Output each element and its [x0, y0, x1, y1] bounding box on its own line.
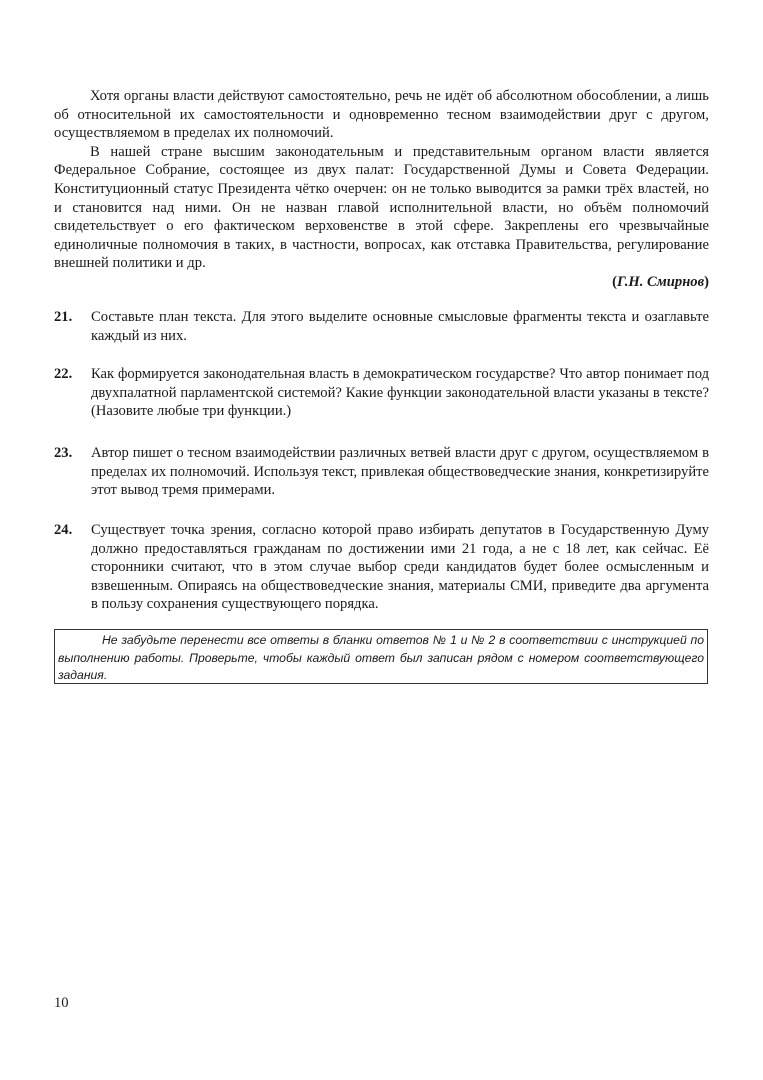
- task-number: 24.: [54, 522, 73, 538]
- attribution-close-paren: ): [704, 273, 709, 290]
- task-text: Составьте план текста. Для этого выделите основные смысловые фрагменты текста и озаглавьте каждый из них.: [91, 309, 709, 344]
- passage-paragraph: В нашей стране высшим законодательным и представительным органом власти является Федеральное Собрание, состоящее из двух палат: Государственной Думы и Совета Федерации. Конституционный статус Президента чётко очерчен: он не только выводится за рамки трёх властей, но и становится над ними. Он не назван главой исполнительной власти, но объём полномочий свидетельствует о его фактическом верховенстве в этой сфере. Закреплены его чрезвычайные единоличные полномочия в таких, в частности, вопросах, как отставка Правительства, регулирование внешней политики и др.: [54, 143, 709, 272]
- attribution-author: Г.Н. Смирнов: [617, 273, 705, 290]
- page-number: 10: [54, 995, 69, 1011]
- task-item-22: [54, 365, 709, 421]
- passage-attribution: [54, 273, 709, 292]
- reminder-text: Не забудьте перенести все ответы в бланки ответов № 1 и № 2 в соответствии с инструкцией по выполнению работы. Проверьте, чтобы каждый ответ был записан рядом с номером соответствующего задания.: [58, 633, 704, 683]
- attribution-open-paren: (: [612, 273, 618, 290]
- task-item-21: [54, 308, 709, 345]
- task-number: 21.: [54, 309, 73, 325]
- task-number: 22.: [54, 366, 73, 382]
- task-number: 23.: [54, 445, 73, 461]
- reminder-box: [54, 629, 708, 684]
- source-passage: [54, 87, 709, 292]
- passage-paragraph: Хотя органы власти действуют самостоятельно, речь не идёт об абсолютном обособлении, а лишь об относительной их самостоятельности и одновременно тесном взаимодействии друг с другом, осуществляемом в пределах их полномочий.: [54, 88, 709, 142]
- task-text: Как формируется законодательная власть в демократическом государстве? Что автор понимает под двухпалатной парламентской системой? Какие функции законодательной власти указаны в тексте? (Назовите любые три функции.): [91, 366, 709, 420]
- task-item-24: [54, 521, 709, 614]
- task-text: Автор пишет о тесном взаимодействии различных ветвей власти друг с другом, осуществляемом в пределах их полномочий. Используя текст, привлекая обществоведческие знания, конкретизируйте этот вывод тремя примерами.: [91, 445, 709, 499]
- task-item-23: [54, 444, 709, 500]
- task-text: Существует точка зрения, согласно которой право избирать депутатов в Государственную Думу должно предоставляться гражданам по достижении ими 21 года, а не с 18 лет, как сейчас. Её сторонники считают, что в этом случае выбор среди кандидатов будет более осмысленным и взвешенным. Опираясь на обществоведческие знания, материалы СМИ, приведите два аргумента в пользу сохранения существующего порядка.: [91, 522, 709, 613]
